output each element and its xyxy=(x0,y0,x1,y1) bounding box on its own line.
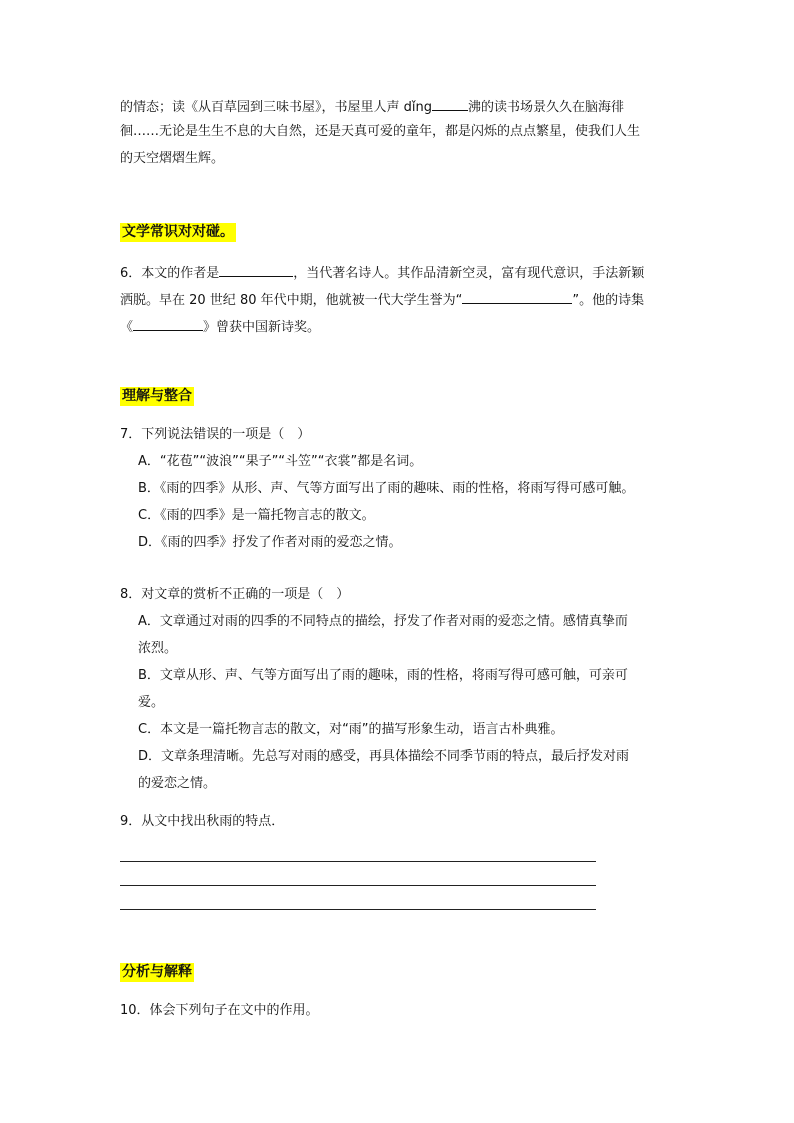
question-text: 洒脱。早在 20 世纪 80 年代中期，他就被一代大学生誉为“ xyxy=(120,293,463,308)
fill-blank[interactable] xyxy=(432,97,468,111)
intro-text: 沸的读书场景久久在脑海徘 xyxy=(468,100,625,115)
question-text: 6．本文的作者是 xyxy=(120,266,220,281)
question-8-option-a[interactable]: A．文章通过对雨的四季的不同特点的描绘，抒发了作者对雨的爱恋之情。感情真挚而 xyxy=(138,614,628,629)
question-text: ”。他的诗集 xyxy=(572,293,645,308)
answer-line[interactable] xyxy=(120,861,596,862)
intro-line-1 xyxy=(120,97,624,116)
question-7-stem: 7．下列说法错误的一项是（ ） xyxy=(120,427,311,442)
question-8-option-d[interactable]: D．文章条理清晰。先总写对雨的感受，再具体描绘不同季节雨的特点，最后抒发对雨 xyxy=(138,749,630,764)
question-6-line-3 xyxy=(120,317,320,336)
intro-line-3: 的天空熠熠生辉。 xyxy=(120,151,225,166)
question-text: ，当代著名诗人。其作品清新空灵，富有现代意识，手法新颖 xyxy=(293,266,645,281)
question-8-option-c[interactable]: C．本文是一篇托物言志的散文，对“雨”的描写形象生动，语言古朴典雅。 xyxy=(138,722,564,737)
question-7-option-a[interactable]: A．“花苞”“波浪”“果子”“斗笠”“衣裳”都是名词。 xyxy=(138,454,423,469)
poetry-collection-blank[interactable] xyxy=(133,317,203,331)
answer-line[interactable] xyxy=(120,885,596,886)
question-text: 》曾获中国新诗奖。 xyxy=(203,320,321,335)
section-heading-analysis: 分析与解释 xyxy=(122,964,192,980)
question-9-stem: 9．从文中找出秋雨的特点． xyxy=(120,814,285,829)
answer-line[interactable] xyxy=(120,909,596,910)
question-8-option-a-cont: 浓烈。 xyxy=(138,641,178,656)
question-6-line-1 xyxy=(120,263,644,282)
title-blank[interactable] xyxy=(462,290,572,304)
question-8-stem: 8．对文章的赏析不正确的一项是（ ） xyxy=(120,587,350,602)
question-7-option-b[interactable]: B．《雨的四季》从形、声、气等方面写出了雨的趣味、雨的性格，将雨写得可感可触。 xyxy=(138,481,635,496)
intro-line-2: 徊……无论是生生不息的大自然，还是天真可爱的童年，都是闪烁的点点繁星，使我们人生 xyxy=(120,124,641,139)
question-6-line-2 xyxy=(120,290,644,309)
question-8-option-b-cont: 爱。 xyxy=(138,695,165,710)
question-7-option-c[interactable]: C．《雨的四季》是一篇托物言志的散文。 xyxy=(138,508,375,523)
question-10-stem: 10．体会下列句子在文中的作用。 xyxy=(120,1003,319,1018)
author-blank[interactable] xyxy=(219,263,293,277)
question-8-option-b[interactable]: B．文章从形、声、气等方面写出了雨的趣味，雨的性格，将雨写得可感可触，可亲可 xyxy=(138,668,628,683)
section-heading-literary-knowledge: 文学常识对对碰。 xyxy=(122,224,234,240)
section-heading-understanding: 理解与整合 xyxy=(122,388,192,404)
question-8-option-d-cont: 的爱恋之情。 xyxy=(138,776,217,791)
question-7-option-d[interactable]: D．《雨的四季》抒发了作者对雨的爱恋之情。 xyxy=(138,535,402,550)
intro-text: 的情态；读《从百草园到三味书屋》，书屋里人声 dǐng xyxy=(120,100,432,115)
question-text: 《 xyxy=(120,320,134,335)
